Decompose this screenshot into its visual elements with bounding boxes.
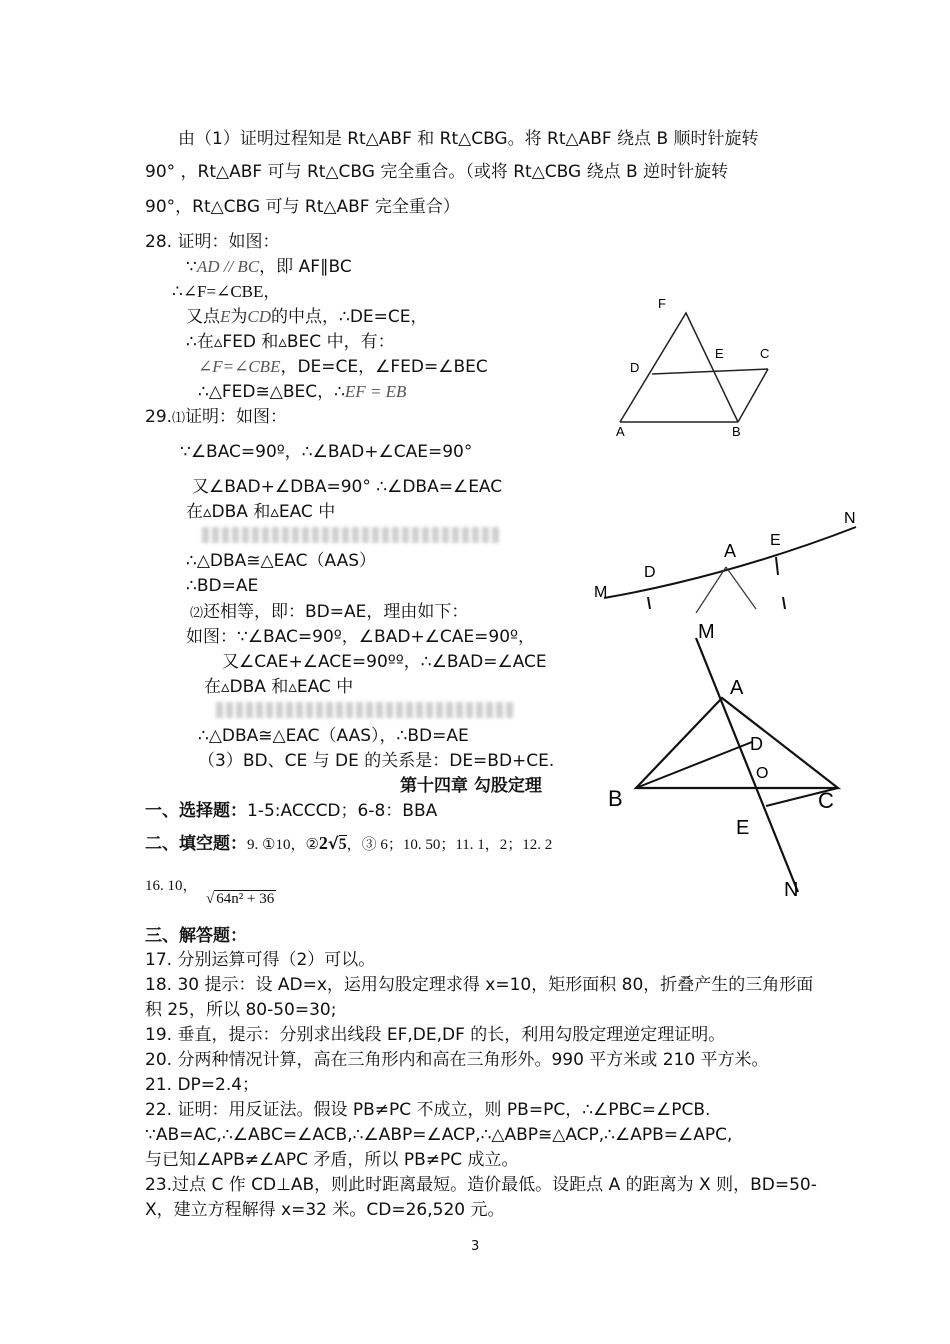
q29-figure-2: [600, 610, 850, 902]
section-1: 一、选择题：1-5:ACCCD；6-8：BBA: [145, 801, 438, 821]
fig29b-label-a: A: [730, 677, 744, 699]
answer-21: 21. DP=2.4；: [145, 1075, 260, 1095]
q29-line-9: 在▵DBA 和▵EAC 中: [204, 677, 354, 697]
q29-line-2: 又∠BAD+∠DBA=90° ∴∠DBA=∠EAC: [192, 477, 503, 497]
q29-line-8: 又∠CAE+∠ACE=90ºº，∴∠BAD=∠ACE: [222, 652, 547, 672]
answer-22-line-3: 与已知∠APB≠∠APC 矛盾，所以 PB≠PC 成立。: [145, 1150, 519, 1170]
q28-line-4: ∴在▵FED 和▵BEC 中，有：: [186, 332, 395, 352]
q28-line-3: 又点E为CD的中点，∴DE=CE，: [186, 307, 428, 327]
fig29a-label-d: D: [644, 564, 656, 581]
q29-line-11: （3）BD、CE 与 DE 的关系是：DE=BD+CE.: [198, 751, 555, 771]
answer-22-line-2: ∵AB=AC,∴∠ABC=∠ACB,∴∠ABP=∠ACP,∴△ABP≅△ACP,∴∠APB=∠APC,: [145, 1125, 733, 1145]
q29-line-6: ⑵还相等，即：BD=AE，理由如下：: [190, 602, 469, 622]
answer-18-line-1: 18. 30 提示：设 AD=x，运用勾股定理求得 x=10，矩形面积 80，折叠产生的三角形面: [145, 975, 814, 995]
fig29b-label-c: C: [818, 788, 834, 813]
q29-line-10: ∴△DBA≅△EAC（AAS），∴BD=AE: [198, 726, 469, 746]
q29-line-1: ∵∠BAC=90º，∴∠BAD+∠CAE=90°: [180, 442, 473, 462]
answer-17: 17. 分别运算可得（2）可以。: [145, 950, 376, 970]
section-2-line-2: 16. 10，: [145, 878, 198, 894]
page-number: 3: [471, 1239, 480, 1254]
fig28-label-b: B: [732, 424, 741, 439]
fig28-label-c: C: [760, 346, 770, 361]
sqrt-coefficient: 2: [318, 833, 328, 853]
fig29a-label-a: A: [724, 541, 737, 561]
fig28-label-e: E: [715, 346, 724, 361]
chapter-title: 第十四章 勾股定理: [400, 776, 542, 796]
section-3-label: 三、解答题：: [145, 926, 247, 946]
q29-line-5: ∴BD=AE: [186, 576, 259, 596]
q28-line-6: ∴△FED≅△BEC，∴EF = EB: [198, 382, 407, 402]
answer-20: 20. 分两种情况计算，高在三角形内和高在三角形外。990 平方米或 210 平方米。: [145, 1050, 769, 1070]
fig29b-label-n: N: [784, 879, 799, 901]
fig29b-label-o: O: [756, 765, 769, 782]
q29-figure-1: [588, 505, 868, 625]
answer-19: 19. 垂直，提示：分别求出线段 EF,DE,DF 的长，利用勾股定理逆定理证明。: [145, 1025, 726, 1045]
q29-line-7: 如图：∵∠BAC=90º，∠BAD+∠CAE=90º，: [186, 627, 536, 647]
answer-23-line-2: X，建立方程解得 x=32 米。CD=26,520 元。: [145, 1200, 505, 1220]
radical-expression: √ 64n² + 36: [206, 891, 275, 907]
q28-line-2: ∴∠F=∠CBE，: [172, 282, 281, 301]
intro-line-3: 90°，Rt△CBG 可与 Rt△ABF 完全重合）: [145, 197, 460, 217]
q29-system-image-2: [216, 702, 514, 718]
fig29a-label-n: N: [844, 510, 856, 527]
intro-line-1: 由（1）证明过程知是 Rt△ABF 和 Rt△CBG。将 Rt△ABF 绕点 B 顺时针旋转: [178, 129, 759, 149]
fig28-label-a: A: [616, 424, 625, 439]
q28-figure: [600, 290, 800, 450]
q29-line-4: ∴△DBA≅△EAC（AAS）: [186, 551, 377, 571]
answer-22-line-1: 22. 证明：用反证法。假设 PB≠PC 不成立，则 PB=PC，∴∠PBC=∠PCB.: [145, 1100, 711, 1120]
q29-heading: 29.⑴证明：如图：: [145, 407, 288, 427]
fig29b-label-b: B: [608, 786, 623, 811]
answer-23-line-1: 23.过点 C 作 CD⊥AB，则此时距离最短。造价最低。设距点 A 的距离为 X 则，BD=50-: [145, 1175, 817, 1195]
fig29a-label-e: E: [770, 532, 781, 549]
fig28-label-f: F: [658, 296, 666, 311]
q28-line-5: ∠F=∠CBE，DE=CE，∠FED=∠BEC: [198, 357, 488, 377]
section-2-line-1: 二、填空题：9. ①10，②2√5，③ 6；10. 50；11. 1，2；12. 2: [145, 833, 553, 854]
fig29b-label-e: E: [736, 817, 750, 839]
fig28-label-d: D: [630, 360, 640, 375]
fig29a-label-m: M: [594, 584, 608, 601]
q28-heading: 28. 证明：如图：: [145, 232, 280, 252]
q29-system-image-1: [202, 527, 500, 543]
q29-line-3: 在▵DBA 和▵EAC 中: [186, 502, 336, 522]
intro-line-2: 90° ，Rt△ABF 可与 Rt△CBG 完全重合。（或将 Rt△CBG 绕点 B 逆时针旋转: [145, 162, 729, 182]
q28-line-1: ∵AD // BC，即 AF∥BC: [186, 257, 352, 277]
fig29b-label-m: M: [698, 621, 715, 643]
answer-18-line-2: 积 25，所以 80-50=30;: [145, 1000, 337, 1020]
fig29b-label-d: D: [750, 734, 763, 754]
